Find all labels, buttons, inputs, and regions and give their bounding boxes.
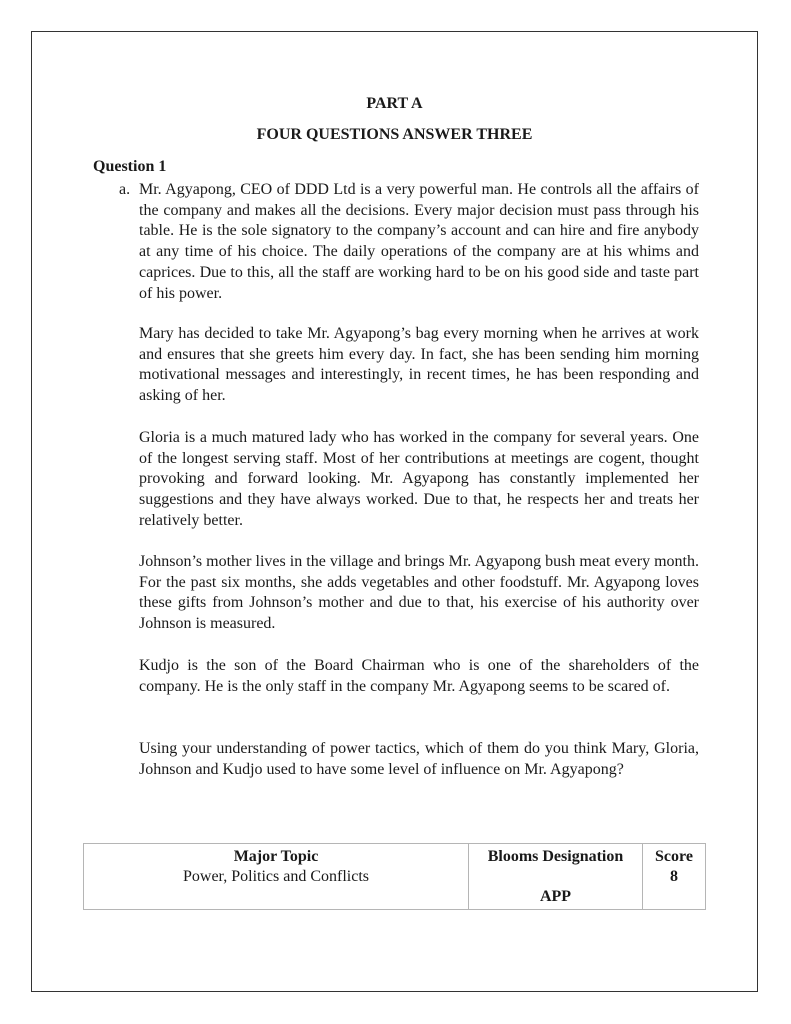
blooms-value: APP xyxy=(539,888,572,905)
instruction-title: FOUR QUESTIONS ANSWER THREE xyxy=(256,126,533,143)
topic-table xyxy=(83,843,706,910)
question-prompt: Using your understanding of power tactics, which of them do you think Mary, Gloria, Johnson and Kudjo used to have some level of influence on Mr. Agyapong? xyxy=(139,740,699,778)
part-title: PART A xyxy=(366,95,423,112)
question-paragraph: Mr. Agyapong, CEO of DDD Ltd is a very powerful man. He controls all the affairs of the company and makes all the decisions. Every major decision must pass through his table. He is the sole signatory to the company’s account and can hire and fire anybody at any time of his choice. The daily operations of the company are at his whims and caprices. Due to this, all the staff are working hard to be on his good side and taste part of his power. xyxy=(139,181,699,302)
question-part-letter: a. xyxy=(119,181,131,198)
major-topic-value: Power, Politics and Conflicts xyxy=(182,868,369,885)
question-paragraph: Johnson’s mother lives in the village and brings Mr. Agyapong bush meat every month. For the past six months, she adds vegetables and other foodstuff. Mr. Agyapong loves these gifts from Johnson’s mother and due to that, his exercise of his authority over Johnson is measured. xyxy=(139,553,699,633)
major-topic-header: Major Topic xyxy=(233,848,319,865)
major-topic-cell xyxy=(84,844,469,910)
question-paragraph: Gloria is a much matured lady who has worked in the company for several years. One of the longest serving staff. Most of her contributions at meetings are cogent, thought provoking and forward looking. Mr. Agyapong has constantly implemented her suggestions and they have always worked. Due to that, he respects her and treats her relatively better. xyxy=(139,429,699,529)
blooms-header: Blooms Designation xyxy=(487,848,624,865)
exam-page xyxy=(31,31,758,992)
score-cell xyxy=(643,844,706,910)
score-value: 8 xyxy=(670,868,678,885)
question-heading: Question 1 xyxy=(93,158,167,175)
blooms-cell xyxy=(469,844,643,910)
question-paragraph: Kudjo is the son of the Board Chairman who is one of the shareholders of the company. He is the only staff in the company Mr. Agyapong seems to be scared of. xyxy=(139,657,699,695)
score-header: Score xyxy=(655,848,693,865)
question-paragraph: Mary has decided to take Mr. Agyapong’s bag every morning when he arrives at work and ensures that she greets him every day. In fact, she has been sending him morning motivational messages and interestingly, in recent times, he has been responding and asking of her. xyxy=(139,325,699,405)
